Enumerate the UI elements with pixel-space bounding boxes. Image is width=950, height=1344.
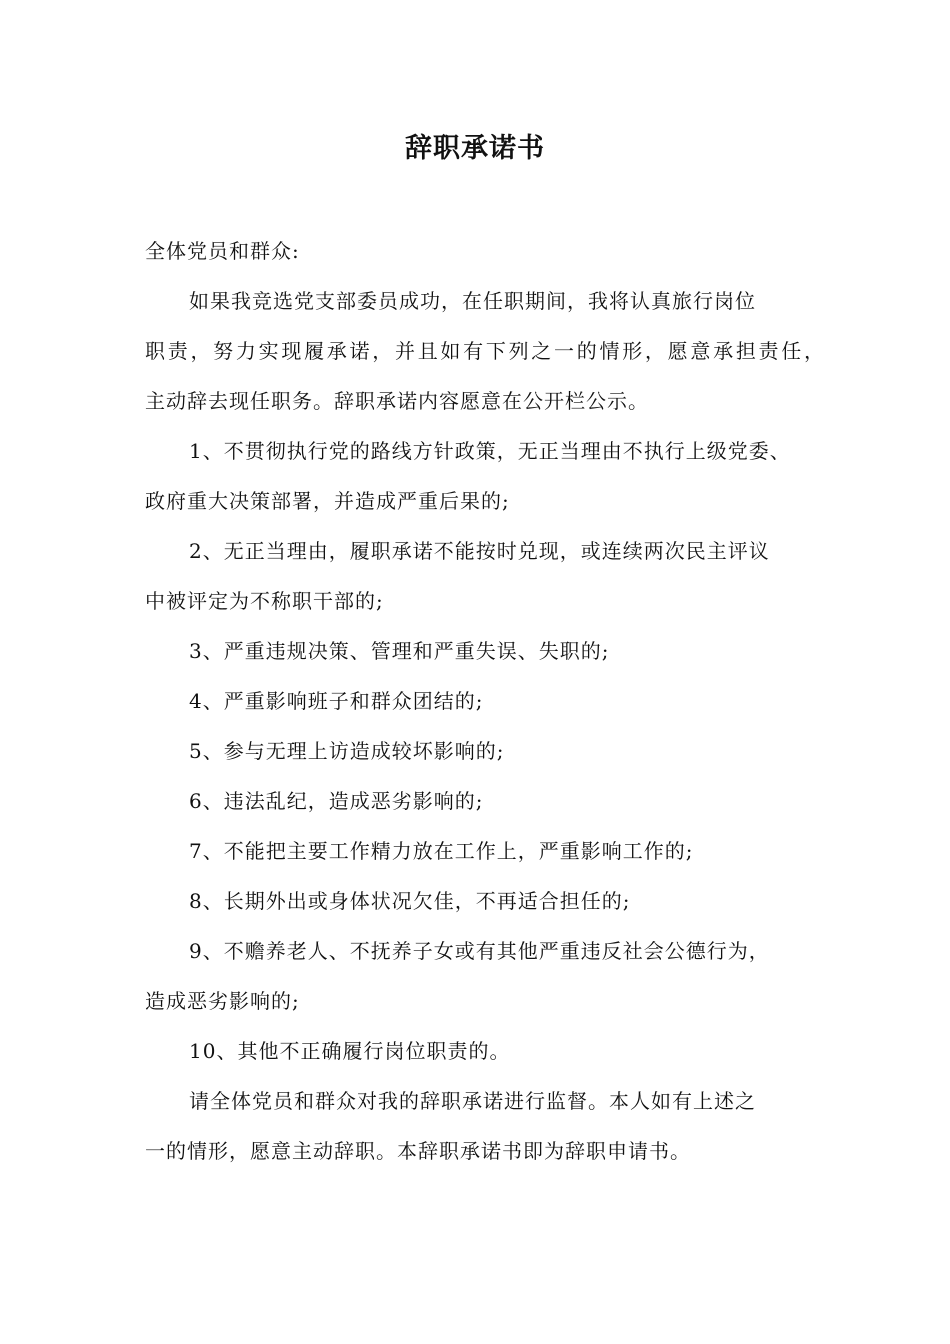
list-item: 4、严重影响班子和群众团结的;	[189, 689, 484, 713]
closing-paragraph-line: 请全体党员和群众对我的辞职承诺进行监督。本人如有上述之	[189, 1089, 756, 1113]
list-item-continuation: 中被评定为不称职干部的;	[145, 589, 384, 613]
paragraph-line: 如果我竞选党支部委员成功，在任职期间，我将认真旅行岗位	[189, 289, 756, 313]
paragraph-line: 主动辞去现任职务。辞职承诺内容愿意在公开栏公示。	[145, 389, 649, 413]
list-item: 10、其他不正确履行岗位职责的。	[189, 1039, 511, 1063]
closing-paragraph-line: 一的情形，愿意主动辞职。本辞职承诺书即为辞职申请书。	[145, 1139, 691, 1163]
list-item: 2、无正当理由，履职承诺不能按时兑现，或连续两次民主评议	[189, 539, 770, 563]
list-item-continuation: 造成恶劣影响的;	[145, 989, 300, 1013]
list-item: 7、不能把主要工作精力放在工作上，严重影响工作的;	[189, 839, 694, 863]
document-title: 辞职承诺书	[405, 133, 545, 164]
list-item: 1、不贯彻执行党的路线方针政策，无正当理由不执行上级党委、	[189, 439, 791, 463]
document-body	[145, 226, 825, 1176]
salutation: 全体党员和群众:	[145, 239, 300, 263]
list-item-continuation: 政府重大决策部署，并造成严重后果的;	[145, 489, 510, 513]
list-item: 5、参与无理上访造成较坏影响的;	[189, 739, 505, 763]
list-item: 3、严重违规决策、管理和严重失误、失职的;	[189, 639, 610, 663]
list-item: 6、违法乱纪，造成恶劣影响的;	[189, 789, 484, 813]
list-item: 9、不赡养老人、不抚养子女或有其他严重违反社会公德行为，	[189, 939, 770, 963]
list-item: 8、长期外出或身体状况欠佳，不再适合担任的;	[189, 889, 631, 913]
paragraph-line: 职责，努力实现履承诺，并且如有下列之一的情形，愿意承担责任，	[145, 339, 825, 363]
